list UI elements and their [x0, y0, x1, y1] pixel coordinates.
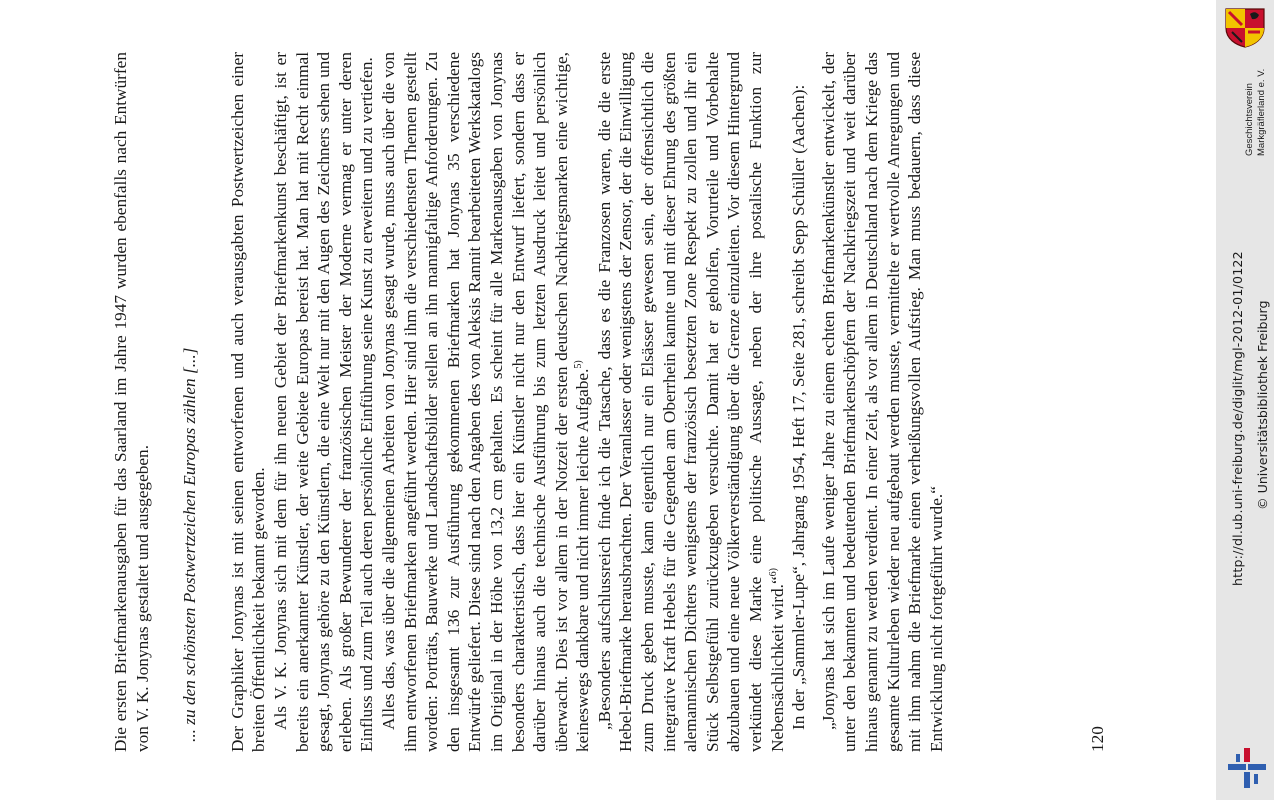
copyright-notice: © Universitätsbibliothek Freiburg: [1255, 300, 1270, 510]
university-library-logo-icon: [1226, 744, 1268, 792]
section-heading: ... zu den schönsten Postwertzeichen Europas zählen [...]: [180, 347, 200, 742]
quote-hebel: [594, 52, 788, 752]
footnote-ref-5: 5): [573, 360, 585, 369]
quote-schueller: „Jonynas hat sich im Laufe weniger Jahre zu einem echten Briefmarkenkünstler entwickelt, der unter den bekannten und bedeutenden Briefmarkenschöpfern der Nachkriegszeit und weit darüber hinaus genannt zu werden verdient. In einer Zeit, als vor allem in Deutschland nach dem Kriege das gesamte Kulturleben wieder neu aufgebaut werden musste, vermittelte er wertvolle Anregungen und mit ihm nahm die Briefmarke einen verheißungsvollen Aufstieg. Man muss bedauern, dass diese Entwicklung nicht fortgeführt wurde.“: [818, 52, 946, 752]
society-name-line-1: Geschichtsverein: [1244, 83, 1255, 156]
quote-hebel-text: „Besonders aufschlussreich finde ich die Tatsache, dass es die Franzosen waren, die die erste Hebel-Briefmarke herausbrachten. Der Veranlasser oder wenigstens der Zensor, der die Einwilligung zum Druck geben musste, kann eigentlich nur ein Elsässer gewesen sein, der offensichtlich die integrative Kraft Hebels für die Gegenden am Oberrhein kannte und mit dieser Ehrung des größten alemannischen Dichters wenigstens der französisch besetzten Zone Respekt zu zollen und ihr ein Stück Selbstgefühl zurückzugeben versuchte. Damit hat er geholfen, Vorurteile und Vorbehalte abzubauen und eine neue Völkerverständigung über die Grenze einzuleiten. Vor diesem Hintergrund verkündet diese Marke eine politische Aussage, neben der ihre postalische Funktion zur Nebensächlichkeit wird.“: [594, 52, 787, 752]
page-number: 120: [1088, 726, 1107, 752]
paragraph-briefmarkenkunst: Als V. K. Jonynas sich mit dem für ihn neuen Gebiet der Briefmarkenkunst beschäftigt, ist er bereits ein anerkannter Künstler, der weite Gebiete Europas bereist hat. Man hat mit Recht einmal gesagt, Jonynas gehöre zu den Künstlern, die eine Welt nur mit den Augen des Zeichners sehen und erleben. Als großer Bewunderer der französischen Meister der Moderne vermag er unter deren Einfluss und zum Teil auch deren persönliche Einführung seine Kunst zu erweitern und zu vertiefen.: [270, 52, 377, 752]
coat-of-arms-icon: [1222, 6, 1268, 48]
paragraph-arbeiten-text: Alles das, was über die allgemeinen Arbeiten von Jonynas gesagt wurde, muss auch über die von ihm entworfenen Briefmarken angeführt werden. Hier sind ihm die verschiedensten Themen gestellt worden: Porträts, Bauwerke und Landschaftsbilder stellen an ihn mannigfaltige Anforderungen. Zu den insgesamt 136 zur Ausführung gekommenen Briefmarken hat Jonynas 35 verschiedene Entwürfe geliefert. Diese sind nach den Angaben des von Aleksis Rannit bearbeiteten Werkskatalogs im Original in der Höhe von 13,2 cm gehalten. Es scheint für alle Markenausgaben von Jonynas besonders charakteristisch, dass hier ein Künstler nicht nur den Entwurf liefert, sondern dass er darüber hinaus auch die technische Ausführung bis zum letzten Ausdruck leitet und persönlich überwacht. Dies ist vor allem in der Notzeit der ersten deutschen Nachkriegsmarken eine wichtige, keineswegs dankbare und nicht immer leichte Aufgabe.: [378, 52, 593, 752]
footnote-ref-6: 6): [767, 568, 779, 577]
paragraph-sammler-lupe: In der „Sammler-Lupe“, Jahrgang 1954, Heft 17, Seite 281, schreibt Sepp Schüller (Aachen):: [789, 84, 809, 730]
text-column: [110, 52, 947, 752]
document-url[interactable]: http://dl.ub.uni-freiburg.de/diglit/mgl-2012-01/0122: [1230, 251, 1245, 586]
paragraph-arbeiten: [378, 52, 594, 752]
society-name-line-2: Markgräflerland e. V.: [1256, 68, 1267, 156]
paragraph-intro: Die ersten Briefmarkenausgaben für das Saarland im Jahre 1947 wurden ebenfalls nach Entwürfen von V. K. Jonynas gestaltet und ausgegeben.: [111, 52, 152, 752]
paragraph-graphiker: Der Graphiker Jonynas ist mit seinen entworfenen und auch verausgabten Postwertzeichen einer breiten Öffentlichkeit bekannt geworden.: [227, 52, 269, 752]
